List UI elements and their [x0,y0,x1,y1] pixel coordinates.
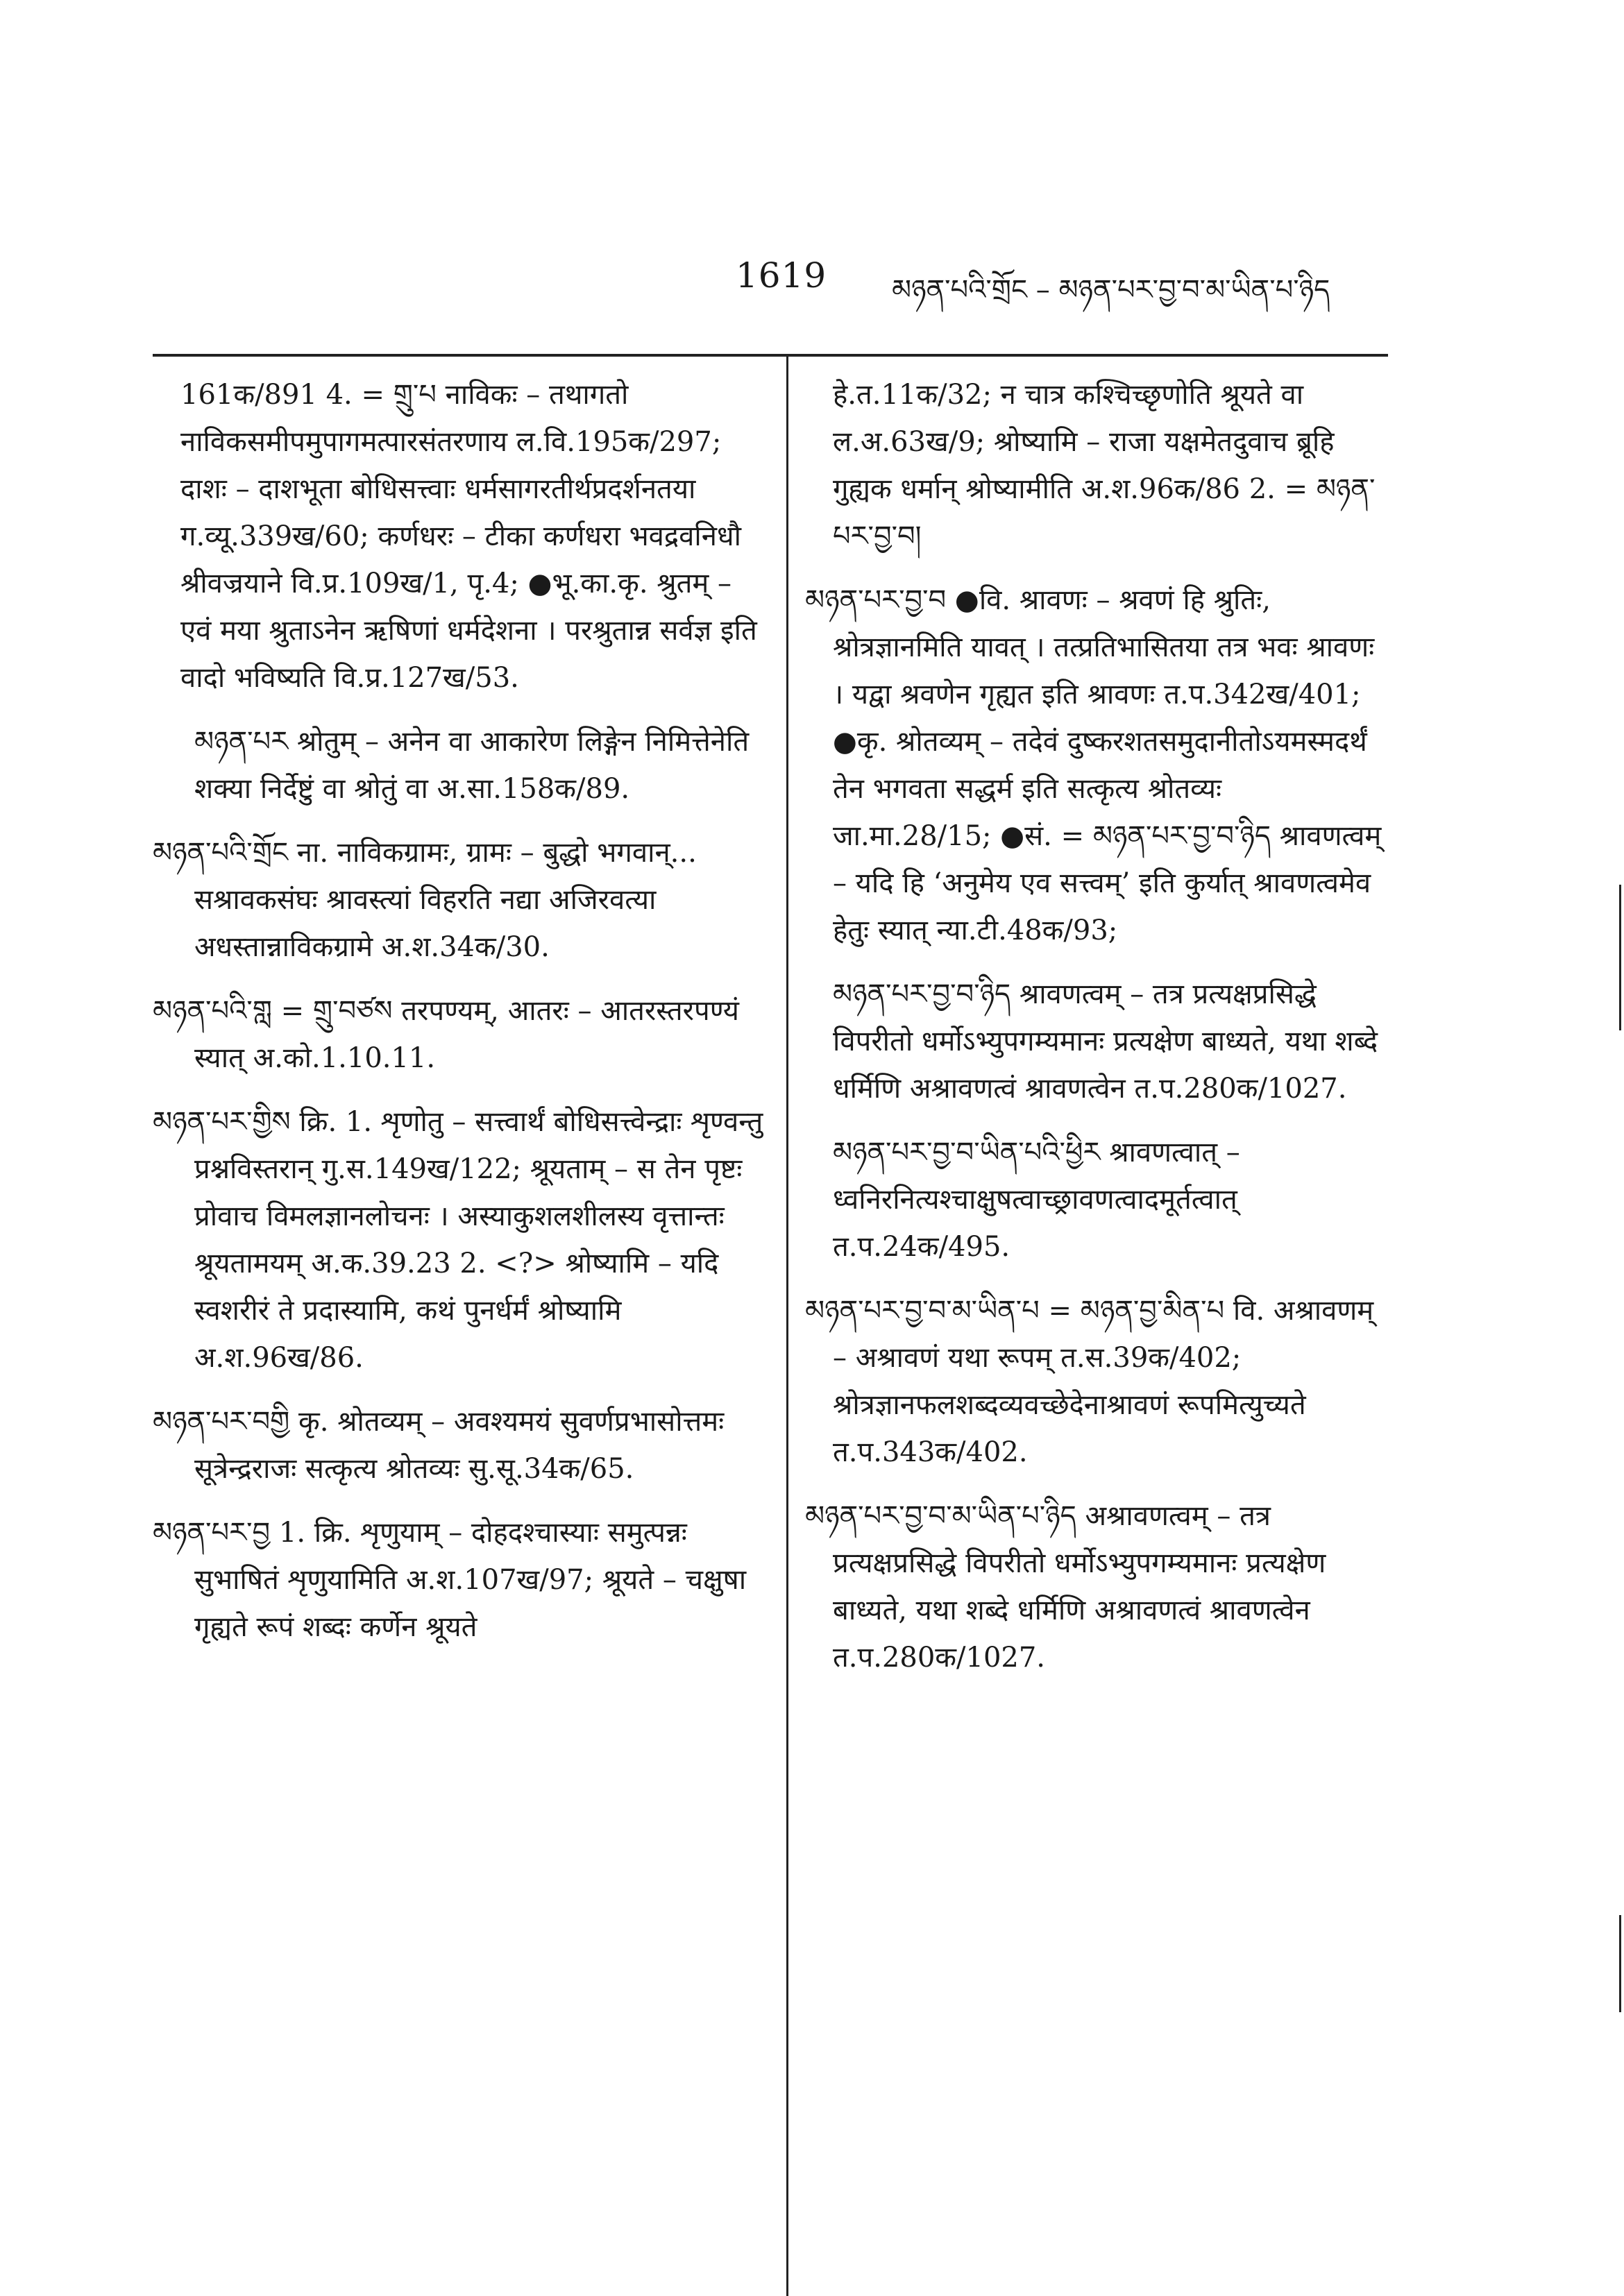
left-entry-4: མཉན་པར་གྱིས क्रि. 1. शृणोतु – सत्त्वार्थं बोधिसत्त्वेन्द्राः शृण्वन्तु प्रश्नविस्तरान् गु.स.149ख/122; श्रूयताम् – स तेन पृष्टः प्रोवाच विमलज्ञानलोचनः । अस्याकुशलशीलस्य वृत्तान्तः श्रूयतामयम् अ.क.39.23 2. <?> श्रोष्यामि – यदि स्वशरीरं ते प्रदास्यामि, कथं पुनर्धर्मं श्रोष्यामि अ.श.96ख/86. [153,1106,763,1374]
left-entry-2: མཉན་པའི་གྲོང ना. नाविकग्रामः, ग्रामः – बुद्धो भगवान्... सश्रावकसंघः श्रावस्त्यां विहरति नद्या अजिरवत्या अधस्तान्नाविकग्रामे अ.श.34क/30. [153,837,697,963]
right-entry-3: མཉན་པར་བྱ་བ་ཡིན་པའི་ཕྱིར श्रावणत्वात् – ध्वनिरनित्यश्चाक्षुषत्वाच्छ्रावणत्वादमूर्तत्वात् त.प.24क/495. [833,1137,1240,1263]
right-entry-4: མཉན་པར་བྱ་བ་མ་ཡིན་པ = མཉན་བྱ་མིན་པ वि. अश्रावणम् – अश्रावणं यथा रूपम् त.स.39क/402; श्रोत्रज्ञानफलशब्दव्यवच्छेदेनाश्रावणं रूपमित्युच्यते त.प.343क/402. [805,1295,1374,1468]
edge-mark-2 [1619,1915,1621,2012]
running-head: མཉན་པའི་གྲོང – མཉན་པར་བྱ་བ་མ་ཡིན་པ་ཉིད [892,274,1330,306]
right-column [805,371,1388,1698]
left-entry-5: མཉན་པར་བགྱི कृ. श्रोतव्यम् – अवश्यमयं सुवर्णप्रभासोत्तमः सूत्रेन्द्रराजः सत्कृत्य श्रोतव्यः सु.सू.34क/65. [153,1406,725,1485]
edge-mark-1 [1619,885,1621,1030]
left-entry-6: མཉན་པར་བྱ 1. क्रि. शृणुयाम् – दोहदश्चास्याः समुत्पन्नः सुभाषितं शृणुयामिति अ.श.107ख/97; श्रूयते – चक्षुषा गृह्यते रूपं शब्दः कर्णेन श्रूयते [153,1517,747,1643]
column-divider [786,357,788,2296]
right-entry-1: མཉན་པར་བྱ་བ ●वि. श्रावणः – श्रवणं हि श्रुतिः, श्रोत्रज्ञानमिति यावत् । तत्प्रतिभासितया तत्र भवः श्रावणः । यद्वा श्रवणेन गृह्यत इति श्रावणः त.प.342ख/401; ●कृ. श्रोतव्यम् – तदेवं दुष्करशतसमुदानीतोऽयमस्मदर्थं तेन भगवता सद्धर्म इति सत्कृत्य श्रोतव्यः जा.मा.28/15; ●सं. = མཉན་པར་བྱ་བ་ཉིད श्रावणत्वम् – यदि हि ‘अनुमेय एव सत्त्वम्’ इति कुर्यात् श्रावणत्वमेव हेतुः स्यात् न्या.टी.48क/93; [805,584,1382,946]
left-column [153,371,763,1667]
right-entry-2: མཉན་པར་བྱ་བ་ཉིད श्रावणत्वम् – तत्र प्रत्यक्षप्रसिद्धे विपरीतो धर्मोऽभ्युपगम्यमानः प्रत्यक्षेण बाध्यते, यथा शब्दे धर्मिणि अश्रावणत्वं श्रावणत्वेन त.प.280क/1027. [833,978,1378,1105]
left-entry-3: མཉན་པའི་གླ = གྲུ་བཙས तरपण्यम्, आतरः – आतरस्तरपण्यं स्यात् अ.को.1.10.11. [153,995,739,1074]
right-entry-5: མཉན་པར་བྱ་བ་མ་ཡིན་པ་ཉིད अश्रावणत्वम् – तत्र प्रत्यक्षप्रसिद्धे विपरीतो धर्मोऽभ्युपगम्यमानः प्रत्यक्षेण बाध्यते, यथा शब्दे धर्मिणि अश्रावणत्वं श्रावणत्वेन त.प.280क/1027. [805,1500,1326,1674]
right-entry-0: हे.त.11क/32; न चात्र कश्चिच्छृणोति श्रूयते वा ल.अ.63ख/9; श्रोष्यामि – राजा यक्षमेतदुवाच ब्रूहि गुह्यक धर्मान् श्रोष्यामीति अ.श.96क/86 2. = མཉན་པར་བྱ་བ། [833,379,1376,552]
page-number: 1619 [736,255,827,296]
left-entry-0: 161क/891 4. = གྲུ་པ नाविकः – तथागतो नाविकसमीपमुपागमत्पारसंतरणाय ल.वि.195क/297; दाशः – दाशभूता बोधिसत्त्वाः धर्मसागरतीर्थप्रदर्शनतया ग.व्यू.339ख/60; कर्णधरः – टीका कर्णधरा भवद्रवनिधौ श्रीवज्रयाने वि.प्र.109ख/1, पृ.4; ●भू.का.कृ. श्रुतम् – एवं मया श्रुताऽनेन ऋषिणां धर्मदेशना । परश्रुतान्न सर्वज्ञ इति वादो भविष्यति वि.प्र.127ख/53. [180,379,757,694]
left-entry-1: མཉན་པར श्रोतुम् – अनेन वा आकारेण लिङ्गेन निमित्तेनेति शक्या निर्देष्टुं वा श्रोतुं वा अ.सा.158क/89. [194,726,750,805]
header-rule [153,354,1388,357]
